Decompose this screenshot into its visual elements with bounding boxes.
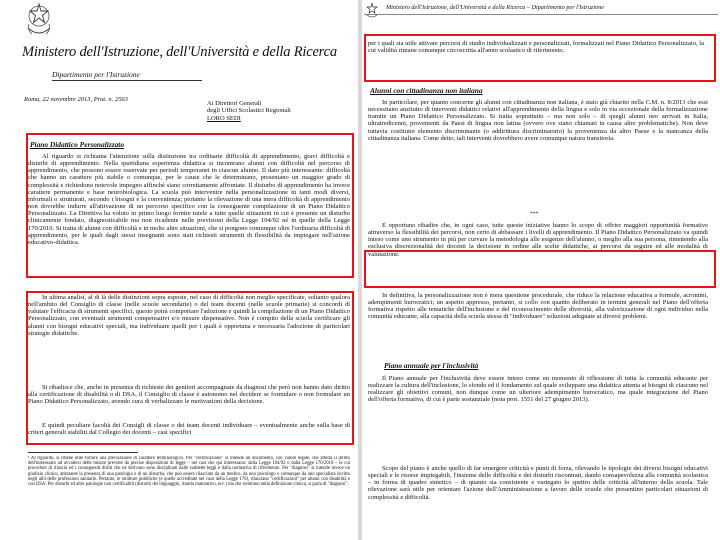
paragraph-opportuno: È opportuno ribadire che, in ogni caso, tutte queste iniziative hanno lo scopo di offrire maggiori opportunità formative attraverso la flessibilità dei percorsi, non certo di abbassare i livelli di apprendimento. Il Piano Didattico Personalizzato va quindi inteso come uno strumento in più per curvare la metodologia alle esigenze dell'alunno, o meglio alla sua persona, rimettendo alla esclusiva discrezionalità dei docenti la decisione in ordine alle scelte didattiche, ai percorsi da seguire ed alle modalità di valutazione. <box>368 222 708 258</box>
ministry-title: Ministero dell'Istruzione, dell'Università e della Ricerca <box>22 44 337 60</box>
section-title-stranieri: Alunni con cittadinanza non italiana <box>370 86 483 95</box>
section-title-pai: Piano annuale per l'inclusività <box>384 361 479 370</box>
paragraph-ultima-analisi: In ultima analisi, al di là delle distinzioni sopra esposte, nel caso di difficoltà non meglio specificate, soltanto qualora nell'ambito del Consiglio di classe (nelle scuole secondarie) o del team docenti (nelle scuole primarie) si concordi di valutare l'efficacia di strumenti specifici, questo potrà comportare l'adozione e quindi la compilazione di un Piano Didattico Personalizzato, con eventuali strumenti compensativi e/o misure dispensative. Non è compito della scuola certificare gli alunni con bisogni educativi speciali, ma individuare quelli per i quali è opportuna e necessaria l'adozione di particolari strategie didattiche. <box>28 294 350 337</box>
date-protocol: Roma, 22 novembre 2013, Prot. n. 2563 <box>24 96 128 103</box>
running-header: Ministero dell'Istruzione, dell'Università e della Ricerca – Dipartimento per l'Istruzione <box>386 4 604 11</box>
addressee-line: degli Uffici Scolastici Regionali <box>207 107 291 115</box>
paragraph-definitiva: In definitiva, la personalizzazione non è mera questione procedurale, che riduce la relazione educativa a formule, acronimi, adempimenti burocratici; un aspetto appresso, pertanto, si collo con quanto deliberato in termini generali nel Piano dell'offerta formativa rispetto alle tematiche dell'inclusione e del riconoscimento delle diversità, alla valorizzazione di ogni individuo nella comunità educante, alla capacità della scuola stessa di "individuare" soluzioni adeguate ai diversi problemi. <box>368 292 708 321</box>
addressee-line: LORO SEDI <box>207 114 241 122</box>
subtitle-rule <box>52 80 202 81</box>
footnote-rule <box>28 452 138 453</box>
addressee-block <box>207 100 291 122</box>
paragraph-cittadinanza: In particolare, per quanto concerne gli alunni con cittadinanza non italiana, è stato già chiarito nella C.M. n. 8/2013 che essi necessitano anzitutto di interventi didattici relativi all'apprendimento della lingua e solo in via eccezionale della formalizzazione tramite un Piano Didattico Personalizzato. Si tratta soprattutto – ma non solo – di quegli alunni neo arrivati in Italia, ultratredicenni, provenienti da Paesi di lingua non latina (ovvero ove siano chiamati in causa altre problematiche). Non deve tuttavia costituire elemento discriminante (o addirittura discriminatorio) la provenienza da altro Paese e la mancanza della cittadinanza italiana. Come detto, tali interventi dovrebbero avere comunque natura transitoria. <box>368 99 708 142</box>
department-subtitle: Dipartimento per l'Istruzione <box>52 70 140 79</box>
header-rule <box>364 14 718 15</box>
section-separator: *** <box>530 211 539 217</box>
paragraph-difficolta: Al riguardo si richiama l'attenzione sulla distinzione tra ordinarie difficoltà di apprendimento, gravi difficoltà e disturbi di apprendimento. Nella quotidiana esperienza didattica si incontrano alunni con difficoltà nel percorso di apprendimento, che possono essere osservate per periodi temporanei in ciascun alunno. Il dato più interessante: difficoltà che hanno un carattere più stabile o comunque, per le cause che le determinano, presentano un maggior grado di complessità e richiedono notevole impegno affinché siano correttamente affrontate. Il disturbo di apprendimento ha invece carattere permanente e base neurobiologica. La scuola può intervenire nella personalizzazione in tanti modi diversi, informali o strutturati, secondo i bisogni e la convenienza; pertanto la rilevazione di una mera difficoltà di apprendimento non dovrebbe indurre all'attivazione di un percorso specifico con la conseguente compilazione di un Piano Didattico Personalizzato. La Direttiva ha voluto in primo luogo fornire tutele a tutte quelle situazioni in cui è presente un disturbo clinicamente fondato, diagnosticabile ma non ricadente nelle previsioni della Legge 104/92 né in quelle della Legge 170/2010. Si tratta di alunni con difficoltà e in molte altre situazioni, che si pongono comunque oltre l'ordinaria difficoltà di apprendimento, per le quali dagli stessi insegnanti sono stati richiesti strumenti di flessibilità da impiegare nell'azione educativo-didattica. <box>28 153 350 246</box>
italian-republic-emblem-icon <box>24 2 54 40</box>
paragraph-facolta: È quindi peculiare facoltà dei Consigli di classe o dei team docenti individuare – eventualmente anche sulla base di criteri generali stabiliti dal Collegio dei docenti – casi specifici <box>28 422 350 437</box>
section-title-pdp: Piano Didattico Personalizzato <box>30 140 125 149</box>
italian-republic-emblem-icon <box>364 2 380 20</box>
paragraph-percorsi: per i quali sia utile attivare percorsi di studio individualizzati e personalizzati, formalizzati nel Piano Didattico Personalizzato, la cui validità rimane comunque circoscritta all'anno scolastico di riferimento. <box>368 40 704 55</box>
document-page-left <box>0 0 358 540</box>
footnote-certificazione: ¹ Al riguardo, si ritiene utile fornire una precisazione di carattere terminologico. Per "certificazione" si intende un documento, con valore legale, che attesta il diritto dell'interessato ad avvalersi delle misure previste da precise disposizioni di legge – nei casi che qui interessano: dalla Legge 104/92 o dalla Legge 170/2010 – le cui procedure di rilascio ed i conseguenti diritti che ne derivano sono disciplinati dalle suddette leggi e dalla normativa di riferimento. Per "diagnosi" si intende invece un giudizio clinico, attestante la presenza di una patologia o di un disturbo, che può essere rilasciato da un medico, da uno psicologo o comunque da uno specialista iscritto negli albi delle professioni sanitarie. Pertanto, le strutture pubbliche (e quelle accreditate nel caso della Legge 170), rilasciano "certificazioni" per alunni con disabilità e con DSA. Per disturbi ed altre patologie non certificabili (disturbi del linguaggio, ritardo maturativo, ecc.) ma che rientrano nella definizione clinica, si parla di "diagnosi". <box>28 456 350 488</box>
paragraph-piano-annuale: Il Piano annuale per l'inclusività deve essere inteso come un momento di riflessione di tutta la comunità educante per realizzare la cultura dell'inclusione, lo sfondo ed il fondamento sul quale sviluppare una didattica attenta ai bisogni di ciascuno nel realizzare gli obiettivi comuni, non dunque come un ulteriore adempimento burocratico, ma quale integrazione del Piano dell'offerta formativa, di cui è parte sostanziale (nota prot. 1551 del 27 giugno 2013). <box>368 375 708 404</box>
addressee-line: Ai Direttori Generali <box>207 100 262 107</box>
document-page-right <box>362 0 720 540</box>
paragraph-ribadisce: Si ribadisce che, anche in presenza di richieste dei genitori accompagnate da diagnosi che però non hanno dato diritto alla certificazione di disabilità o di DSA, il Consiglio di classe è autonomo nel decidere se formulare o non formulare un Piano Didattico Personalizzato, avendo cura di verbalizzare le motivazioni della decisione. <box>28 384 350 406</box>
paragraph-scopo: Scopo del piano è anche quello di far emergere criticità e punti di forza, rilevando le tipologie dei diversi bisogni educativi speciali e le risorse impiegabili, l'insieme delle difficoltà e dei disturbi riscontrati, dando consapevolezza alla comunità scolastica – in forma di quadro sintetico – di quanto sia consistente e variegato lo spettro delle criticità all'interno della scuola. Tale rilevazione sarà utile per orientare l'azione dell'Amministrazione a favore delle scuole che presentino particolari situazioni di complessità e difficoltà. <box>368 465 708 501</box>
